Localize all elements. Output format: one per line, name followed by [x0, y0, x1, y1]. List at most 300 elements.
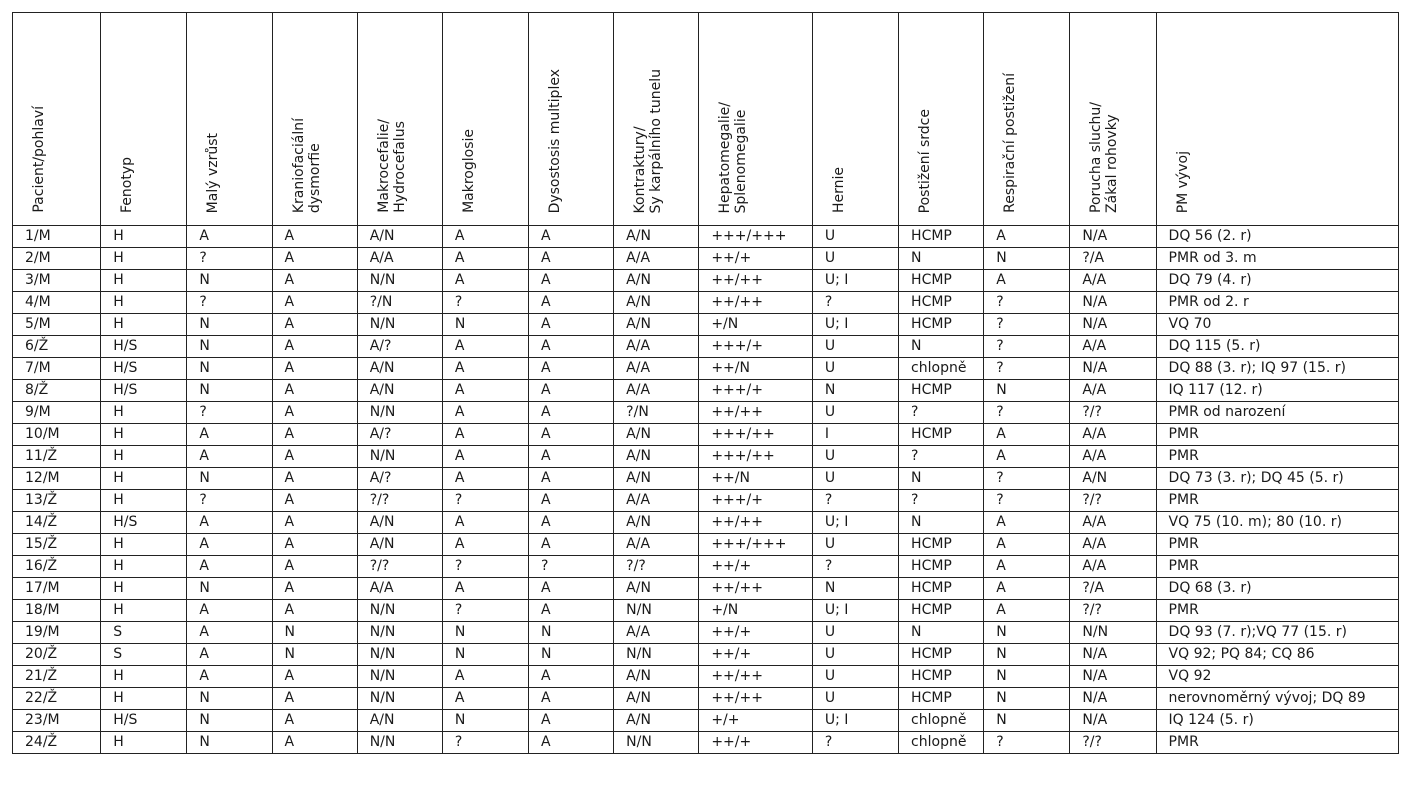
table-cell: A — [529, 336, 614, 358]
table-cell: nerovnoměrný vývoj; DQ 89 — [1156, 688, 1398, 710]
table-cell: A/A — [1070, 424, 1156, 446]
table-cell: H — [101, 402, 187, 424]
table-cell: VQ 70 — [1156, 314, 1398, 336]
column-header-label — [31, 106, 47, 213]
table-row — [13, 402, 1399, 424]
table-cell: A/A — [1070, 534, 1156, 556]
table-cell: A — [984, 556, 1070, 578]
column-header-label — [1175, 151, 1191, 213]
table-cell: IQ 117 (12. r) — [1156, 380, 1398, 402]
table-cell: N — [984, 248, 1070, 270]
column-header — [272, 13, 357, 226]
table-cell: H/S — [101, 380, 187, 402]
table-cell: N/N — [614, 600, 699, 622]
column-header-line: Hepatomegalie/ — [717, 101, 734, 213]
table-cell: A/A — [1070, 512, 1156, 534]
table-cell: 3/M — [13, 270, 101, 292]
column-header-line: Kraniofaciální — [290, 117, 307, 213]
column-header-label — [119, 157, 135, 213]
table-cell: A/N — [614, 578, 699, 600]
column-header-line: Sy karpálního tunelu — [648, 68, 665, 213]
table-row — [13, 666, 1399, 688]
table-cell: 16/Ž — [13, 556, 101, 578]
table-cell: ++/+ — [699, 248, 813, 270]
table-row — [13, 248, 1399, 270]
column-header-label — [205, 133, 221, 213]
column-header-line: Makroglosie — [460, 129, 477, 213]
table-cell: A/? — [357, 424, 442, 446]
table-row — [13, 490, 1399, 512]
table-cell: N/A — [1070, 666, 1156, 688]
table-cell: ++/++ — [699, 292, 813, 314]
table-cell: A — [272, 314, 357, 336]
table-row — [13, 600, 1399, 622]
table-cell: N — [899, 512, 984, 534]
table-cell: A/A — [614, 248, 699, 270]
table-cell: 21/Ž — [13, 666, 101, 688]
table-cell: N — [187, 270, 272, 292]
table-cell: A — [529, 732, 614, 754]
table-cell: H — [101, 248, 187, 270]
table-cell: N/N — [357, 666, 442, 688]
table-cell: N — [899, 336, 984, 358]
table-cell: A — [187, 622, 272, 644]
table-cell: A — [272, 710, 357, 732]
table-cell: A/N — [614, 314, 699, 336]
table-cell: A — [529, 490, 614, 512]
table-cell: A/A — [614, 622, 699, 644]
table-cell: A — [529, 292, 614, 314]
table-cell: U — [812, 688, 898, 710]
table-cell: H — [101, 688, 187, 710]
table-cell: A — [272, 402, 357, 424]
table-cell: A — [442, 578, 528, 600]
table-cell: HCMP — [899, 600, 984, 622]
table-cell: ? — [984, 314, 1070, 336]
table-cell: A — [272, 292, 357, 314]
table-cell: ? — [899, 402, 984, 424]
table-cell: N — [187, 358, 272, 380]
table-cell: A — [272, 226, 357, 248]
table-cell: A — [272, 468, 357, 490]
table-cell: +/+ — [699, 710, 813, 732]
table-cell: A/A — [1070, 336, 1156, 358]
table-cell: +/N — [699, 600, 813, 622]
table-cell: H — [101, 446, 187, 468]
table-cell: ++/++ — [699, 402, 813, 424]
table-cell: A — [984, 578, 1070, 600]
table-cell: A — [442, 512, 528, 534]
table-cell: U — [812, 226, 898, 248]
table-cell: N — [529, 622, 614, 644]
column-header — [899, 13, 984, 226]
table-cell: A — [187, 556, 272, 578]
column-header-line: PM vývoj — [1174, 150, 1191, 213]
column-header-line: Porucha sluchu/ — [1088, 102, 1105, 213]
table-row — [13, 336, 1399, 358]
table-cell: N/N — [614, 644, 699, 666]
table-row — [13, 644, 1399, 666]
table-cell: U; I — [812, 710, 898, 732]
table-cell: A — [529, 710, 614, 732]
table-cell: DQ 73 (3. r); DQ 45 (5. r) — [1156, 468, 1398, 490]
table-cell: A — [442, 270, 528, 292]
table-cell: A — [272, 358, 357, 380]
table-cell: ++/+ — [699, 732, 813, 754]
table-cell: A — [442, 468, 528, 490]
table-cell: ? — [984, 292, 1070, 314]
table-cell: A/N — [357, 358, 442, 380]
table-cell: VQ 92; PQ 84; CQ 86 — [1156, 644, 1398, 666]
table-cell: N/N — [357, 644, 442, 666]
table-cell: HCMP — [899, 578, 984, 600]
table-cell: ++/+ — [699, 556, 813, 578]
table-cell: A/N — [357, 512, 442, 534]
table-cell: N/N — [357, 270, 442, 292]
table-cell: HCMP — [899, 314, 984, 336]
table-cell: A — [272, 336, 357, 358]
column-header-label — [547, 69, 563, 213]
column-header-line: Zákal rohovky — [1104, 114, 1121, 213]
table-cell: A — [442, 424, 528, 446]
column-header-line: Dysostosis multiplex — [547, 68, 564, 213]
table-cell: H — [101, 534, 187, 556]
table-cell: A — [442, 688, 528, 710]
table-cell: +++/+++ — [699, 226, 813, 248]
table-cell: A — [187, 600, 272, 622]
table-cell: A/A — [357, 578, 442, 600]
table-cell: A — [272, 424, 357, 446]
table-cell: ? — [442, 600, 528, 622]
table-cell: ?/? — [357, 490, 442, 512]
table-cell: A/A — [1070, 556, 1156, 578]
table-cell: PMR — [1156, 732, 1398, 754]
table-cell: A/A — [614, 490, 699, 512]
table-cell: N — [187, 688, 272, 710]
table-cell: U — [812, 358, 898, 380]
column-header — [1156, 13, 1398, 226]
table-body — [13, 226, 1399, 754]
table-cell: chlopně — [899, 358, 984, 380]
table-cell: 7/M — [13, 358, 101, 380]
table-cell: ? — [442, 292, 528, 314]
table-header — [13, 13, 1399, 226]
table-cell: N — [899, 622, 984, 644]
table-cell: A — [272, 534, 357, 556]
table-cell: A/N — [357, 226, 442, 248]
table-cell: H — [101, 292, 187, 314]
table-cell: U — [812, 644, 898, 666]
table-row — [13, 380, 1399, 402]
table-cell: 18/M — [13, 600, 101, 622]
table-cell: A — [442, 446, 528, 468]
table-cell: VQ 75 (10. m); 80 (10. r) — [1156, 512, 1398, 534]
table-cell: ?/? — [1070, 600, 1156, 622]
table-cell: +++/+++ — [699, 534, 813, 556]
table-cell: A/N — [357, 534, 442, 556]
patient-table — [12, 12, 1399, 754]
table-cell: 22/Ž — [13, 688, 101, 710]
table-cell: N — [442, 644, 528, 666]
table-cell: N — [899, 468, 984, 490]
table-row — [13, 578, 1399, 600]
table-cell: N/N — [614, 732, 699, 754]
table-cell: H/S — [101, 710, 187, 732]
table-cell: H — [101, 732, 187, 754]
table-cell: A/? — [357, 336, 442, 358]
table-cell: A — [187, 446, 272, 468]
table-cell: N — [187, 710, 272, 732]
table-cell: U — [812, 468, 898, 490]
column-header — [614, 13, 699, 226]
table-cell: A — [529, 270, 614, 292]
table-row — [13, 270, 1399, 292]
table-cell: A — [529, 534, 614, 556]
column-header-line: Makrocefalie/ — [375, 119, 392, 213]
column-header-line: Respirační postižení — [1002, 73, 1019, 213]
table-cell: A — [187, 534, 272, 556]
table-row — [13, 424, 1399, 446]
table-cell: PMR — [1156, 556, 1398, 578]
table-cell: A/N — [614, 270, 699, 292]
table-cell: PMR — [1156, 534, 1398, 556]
table-cell: ? — [187, 292, 272, 314]
table-cell: A — [272, 556, 357, 578]
table-cell: IQ 124 (5. r) — [1156, 710, 1398, 732]
table-cell: N — [812, 380, 898, 402]
table-cell: A — [187, 424, 272, 446]
table-cell: A — [529, 666, 614, 688]
table-cell: chlopně — [899, 732, 984, 754]
table-cell: A — [187, 226, 272, 248]
table-cell: A/A — [614, 358, 699, 380]
table-cell: A/N — [614, 226, 699, 248]
table-cell: +++/+ — [699, 490, 813, 512]
table-cell: S — [101, 622, 187, 644]
column-header-line: Hernie — [830, 166, 847, 213]
table-cell: N — [272, 644, 357, 666]
table-cell: A — [984, 446, 1070, 468]
column-header-label — [1002, 73, 1018, 213]
table-cell: A — [187, 512, 272, 534]
table-row — [13, 534, 1399, 556]
table-cell: 4/M — [13, 292, 101, 314]
table-cell: ?/? — [1070, 732, 1156, 754]
table-cell: ? — [187, 402, 272, 424]
table-cell: PMR — [1156, 490, 1398, 512]
table-cell: U — [812, 666, 898, 688]
table-cell: A/N — [357, 710, 442, 732]
table-cell: PMR — [1156, 424, 1398, 446]
table-cell: N/N — [357, 622, 442, 644]
column-header-line: Malý vzrůst — [205, 132, 222, 213]
table-cell: S — [101, 644, 187, 666]
table-cell: ++/++ — [699, 688, 813, 710]
table-cell: N — [984, 688, 1070, 710]
table-cell: N — [187, 578, 272, 600]
table-cell: A/N — [614, 292, 699, 314]
column-header-line: Postižení srdce — [917, 108, 934, 213]
table-cell: N/A — [1070, 644, 1156, 666]
table-cell: A/N — [614, 424, 699, 446]
table-cell: N/N — [357, 732, 442, 754]
table-cell: A — [272, 248, 357, 270]
table-cell: A — [272, 578, 357, 600]
table-cell: A/A — [614, 534, 699, 556]
table-cell: 11/Ž — [13, 446, 101, 468]
table-cell: DQ 68 (3. r) — [1156, 578, 1398, 600]
table-cell: U — [812, 336, 898, 358]
table-cell: N — [984, 644, 1070, 666]
table-cell: N/N — [357, 402, 442, 424]
column-header-label — [461, 129, 477, 213]
table-cell: ++/N — [699, 468, 813, 490]
table-cell: A — [442, 666, 528, 688]
table-cell: H/S — [101, 336, 187, 358]
table-cell: N — [187, 314, 272, 336]
table-cell: 23/M — [13, 710, 101, 732]
table-cell: H/S — [101, 512, 187, 534]
table-cell: A/A — [1070, 270, 1156, 292]
column-header — [1070, 13, 1156, 226]
table-cell: ? — [984, 402, 1070, 424]
table-cell: A — [529, 380, 614, 402]
table-row — [13, 622, 1399, 644]
table-cell: U — [812, 446, 898, 468]
table-cell: A — [272, 446, 357, 468]
table-cell: N/A — [1070, 710, 1156, 732]
table-cell: A — [529, 600, 614, 622]
table-row — [13, 292, 1399, 314]
table-cell: U — [812, 402, 898, 424]
table-cell: A — [529, 424, 614, 446]
table-cell: H — [101, 424, 187, 446]
table-cell: U; I — [812, 600, 898, 622]
column-header-label — [632, 69, 664, 213]
table-cell: N/N — [357, 600, 442, 622]
table-cell: A — [272, 380, 357, 402]
table-cell: U — [812, 248, 898, 270]
table-cell: N/A — [1070, 226, 1156, 248]
table-cell: A — [529, 468, 614, 490]
table-cell: A — [529, 248, 614, 270]
table-cell: A — [272, 666, 357, 688]
column-header-line: Pacient/pohlaví — [31, 106, 47, 213]
table-cell: A/N — [614, 512, 699, 534]
table-cell: N/N — [357, 688, 442, 710]
table-cell: H — [101, 578, 187, 600]
table-cell: DQ 115 (5. r) — [1156, 336, 1398, 358]
table-cell: HCMP — [899, 666, 984, 688]
table-cell: A — [442, 358, 528, 380]
table-cell: N/N — [357, 314, 442, 336]
table-cell: ? — [984, 468, 1070, 490]
column-header — [529, 13, 614, 226]
table-cell: H — [101, 490, 187, 512]
table-cell: U; I — [812, 270, 898, 292]
table-cell: ? — [812, 490, 898, 512]
table-cell: N/A — [1070, 358, 1156, 380]
table-cell: A — [272, 490, 357, 512]
table-cell: A/A — [1070, 446, 1156, 468]
table-cell: ? — [442, 556, 528, 578]
table-cell: 24/Ž — [13, 732, 101, 754]
table-cell: A — [187, 666, 272, 688]
table-cell: N — [442, 622, 528, 644]
table-cell: A — [984, 270, 1070, 292]
column-header — [984, 13, 1070, 226]
table-cell: PMR — [1156, 600, 1398, 622]
table-cell: 20/Ž — [13, 644, 101, 666]
table-cell: ? — [187, 248, 272, 270]
table-cell: PMR od 2. r — [1156, 292, 1398, 314]
table-cell: H — [101, 270, 187, 292]
table-cell: PMR — [1156, 446, 1398, 468]
table-cell: A — [984, 512, 1070, 534]
table-cell: H — [101, 468, 187, 490]
table-cell: A — [442, 336, 528, 358]
table-cell: ? — [529, 556, 614, 578]
table-cell: 2/M — [13, 248, 101, 270]
table-cell: ? — [984, 358, 1070, 380]
table-cell: ?/? — [357, 556, 442, 578]
table-cell: A/A — [614, 380, 699, 402]
table-cell: A — [272, 688, 357, 710]
table-row — [13, 314, 1399, 336]
table-cell: ++/+ — [699, 644, 813, 666]
table-cell: HCMP — [899, 688, 984, 710]
table-row — [13, 710, 1399, 732]
table-cell: PMR od 3. m — [1156, 248, 1398, 270]
table-cell: H/S — [101, 358, 187, 380]
table-cell: 1/M — [13, 226, 101, 248]
table-cell: ++/N — [699, 358, 813, 380]
table-cell: A — [529, 226, 614, 248]
table-cell: A — [529, 358, 614, 380]
table-cell: N — [187, 336, 272, 358]
table-cell: ++/+ — [699, 622, 813, 644]
table-cell: N — [442, 710, 528, 732]
table-cell: PMR od narození — [1156, 402, 1398, 424]
table-cell: A/N — [614, 666, 699, 688]
column-header-label — [917, 109, 933, 213]
table-cell: ?/A — [1070, 578, 1156, 600]
table-cell: HCMP — [899, 380, 984, 402]
table-cell: N — [187, 380, 272, 402]
table-cell: ? — [442, 490, 528, 512]
column-header-label — [291, 118, 323, 213]
table-cell: A — [529, 402, 614, 424]
table-cell: ? — [984, 732, 1070, 754]
table-cell: ? — [187, 490, 272, 512]
column-header-label — [376, 119, 408, 213]
table-cell: 8/Ž — [13, 380, 101, 402]
table-cell: N — [984, 666, 1070, 688]
table-row — [13, 556, 1399, 578]
table-cell: A — [529, 688, 614, 710]
column-header — [812, 13, 898, 226]
table-cell: +++/+ — [699, 380, 813, 402]
table-cell: U; I — [812, 512, 898, 534]
table-cell: DQ 93 (7. r);VQ 77 (15. r) — [1156, 622, 1398, 644]
table-cell: ?/N — [614, 402, 699, 424]
table-cell: H — [101, 314, 187, 336]
column-header-line: Kontraktury/ — [632, 126, 649, 213]
table-cell: H — [101, 600, 187, 622]
table-cell: +/N — [699, 314, 813, 336]
column-header — [101, 13, 187, 226]
table-row — [13, 732, 1399, 754]
